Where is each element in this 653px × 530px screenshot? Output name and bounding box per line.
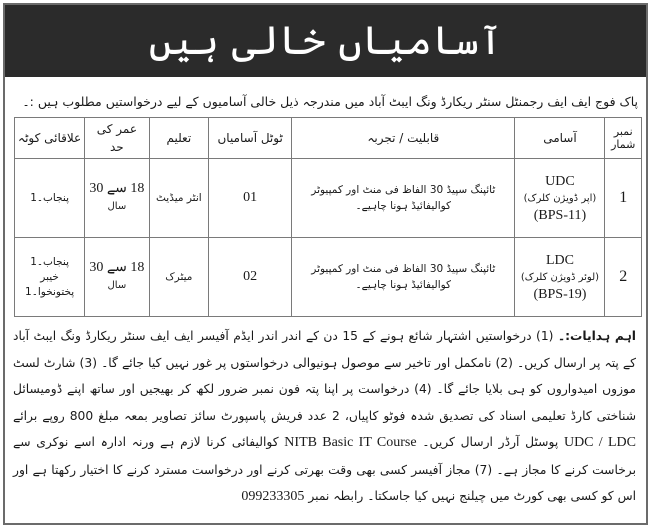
age-unit: سال xyxy=(107,201,127,212)
post-code: UDC xyxy=(545,173,575,189)
post-codes: UDC / LDC xyxy=(563,435,636,450)
age-range: 18 سے 30 xyxy=(89,260,145,275)
course-name: NITB Basic IT Course xyxy=(284,435,417,450)
title-banner xyxy=(5,5,646,77)
instructions-text: پوسٹل آرڈر ارسال کریں۔ xyxy=(416,435,564,449)
total-posts: 01 xyxy=(209,159,292,238)
post-name-urdu: (لوئر ڈویژن کلرک) xyxy=(520,271,600,283)
serial-number: 2 xyxy=(605,238,642,317)
age-limit xyxy=(85,238,149,317)
post-code: LDC xyxy=(545,252,574,268)
header-qualification: قابلیت / تجربہ xyxy=(292,118,515,159)
job-advertisement xyxy=(3,3,648,525)
intro-text: پاک فوج ایف ایف رجمنٹل سنٹر ریکارڈ ونگ ایبٹ آباد میں مندرجہ ذیل خالی آسامیوں کے لیے درخواستیں مطلوب ہیں :۔ xyxy=(22,94,638,109)
instructions-text: کوالیفائی کرنا لازم ہے ورنہ ادارہ اسے نوکری سے برخاست کرنے کا مجاز ہے۔ (7) مجاز آفیسر کسی بھی وقت بھرتی کرنے اور درخواست مسترد کرنے کا اختیار رکھتا ہے اور اس کو کسی بھی کورٹ میں چیلنج نہیں کیا جاسکتا۔ رابطہ نمبر xyxy=(13,435,637,503)
education: انٹر میڈیٹ xyxy=(149,159,209,238)
header-quota: علاقائی کوٹہ xyxy=(15,118,85,159)
age-unit: سال xyxy=(107,280,127,291)
post-name-urdu: (اپر ڈویژن کلرک) xyxy=(523,192,597,204)
age-range: 18 سے 30 xyxy=(89,181,145,196)
header-serial: نمبر شمار xyxy=(605,118,642,159)
table-row xyxy=(15,238,642,317)
header-post: آسامی xyxy=(515,118,605,159)
quota xyxy=(15,159,85,238)
qualification: ٹائپنگ سپیڈ 30 الفاظ فی منٹ اور کمپیوٹر کوالیفائیڈ ہونا چاہیے۔ xyxy=(292,238,515,317)
post-scale: (BPS-11) xyxy=(533,207,587,223)
education: میٹرک xyxy=(149,238,209,317)
post-cell xyxy=(515,159,605,238)
post-scale: (BPS-19) xyxy=(533,286,587,302)
instructions-text: (1) درخواستیں اشتہار شائع ہونے کے 15 دن کے اندر اندر ایڈم آفیسر ایف ایف سنٹر ریکارڈ ونگ ایبٹ آباد کے پتہ پر ارسال کریں۔ (2) نامکمل اور تاخیر سے موصول ہونیوالی درخواستوں پر غور نہیں کیا جائے گا۔ (3) شارٹ لسٹ موزوں امیدواروں کو ہی بلایا جائے گا۔ (4) درخواست پر اپنا پتہ فون نمبر ضرور لکھ کر بھیجیں اور ساتھ اپنے ڈومیسائل شناختی کارڈ تعلیمی اسناد کی تصدیق شدہ فوٹو کاپیاں، 2 عدد فریش پاسپورٹ سائز تصاویر بمعہ مبلغ 800 روپے برائے xyxy=(13,329,637,423)
table-row xyxy=(15,159,642,238)
ad-title: آسامیاں خالی ہیں xyxy=(148,18,503,64)
contact-number: 099233305 xyxy=(241,489,305,504)
serial-number: 1 xyxy=(605,159,642,238)
post-cell xyxy=(515,238,605,317)
qualification: ٹائپنگ سپیڈ 30 الفاظ فی منٹ اور کمپیوٹر کوالیفائیڈ ہونا چاہیے۔ xyxy=(292,159,515,238)
quota xyxy=(15,238,85,317)
instructions-heading: اہم ہدایات:۔ xyxy=(557,329,636,343)
quota-line: خیبر پختونخوا۔1 xyxy=(25,270,75,298)
age-limit xyxy=(85,159,149,238)
quota-line: پنجاب۔1 xyxy=(30,191,69,204)
important-instructions xyxy=(13,323,636,511)
header-age-limit: عمر کی حد xyxy=(85,118,149,159)
header-total-posts: ٹوٹل آسامیاں xyxy=(209,118,292,159)
header-education: تعلیم xyxy=(149,118,209,159)
table-header-row xyxy=(15,118,642,159)
vacancies-table xyxy=(14,117,642,317)
total-posts: 02 xyxy=(209,238,292,317)
quota-line: پنجاب۔1 xyxy=(30,255,69,268)
